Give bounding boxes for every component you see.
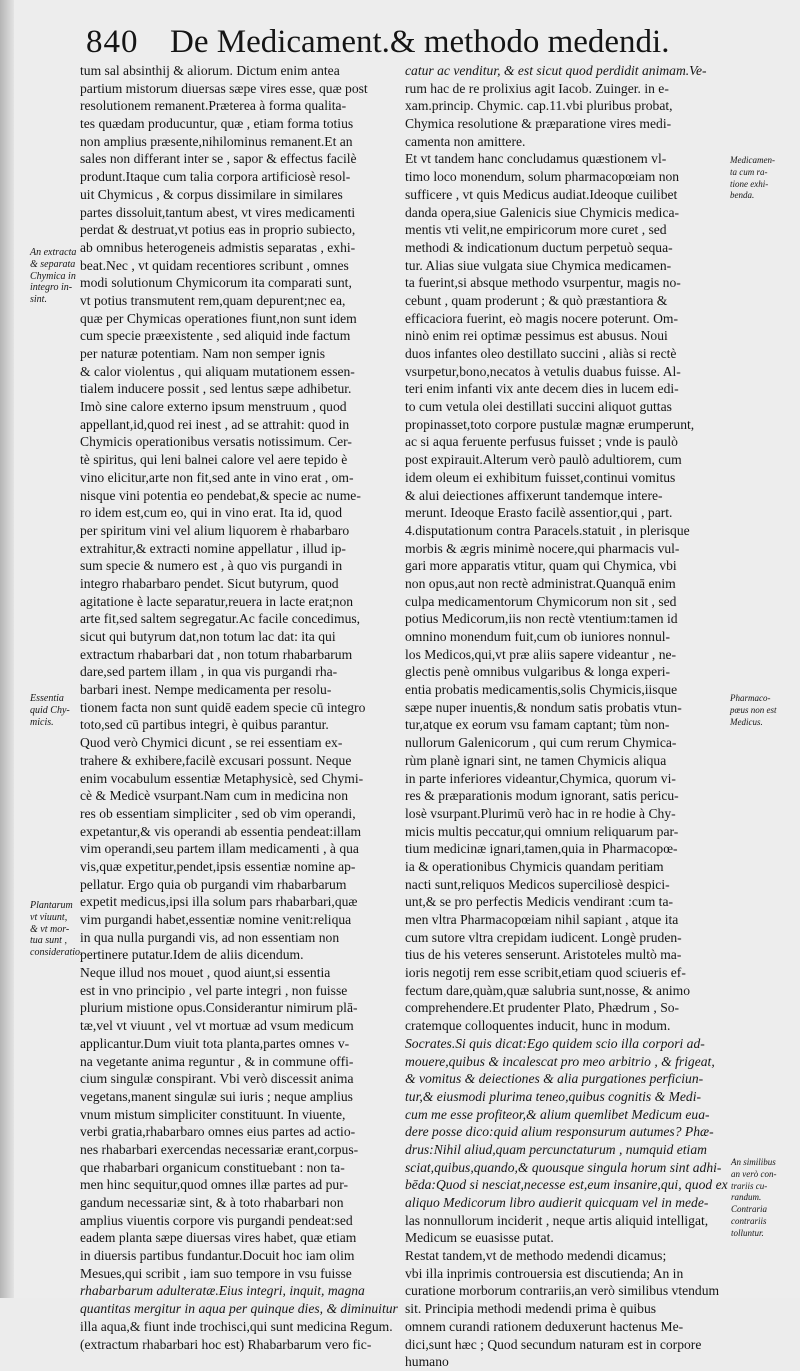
text-line: xam.princip. Chymic. cap.11.vbi pluribus probat, xyxy=(405,98,673,114)
marginal-note-line: vt viuunt, xyxy=(30,911,68,923)
text-line: plurium mistione opus.Considerantur nimirum plā- xyxy=(80,1000,358,1016)
text-line: Neque illud nos mouet , quod aiunt,si essentia xyxy=(80,965,331,981)
text-line: trahere & exhibere,facilè excusari possunt. Neque xyxy=(80,752,352,768)
text-line: illa aqua,& fiunt inde trochisci,qui sunt medicina Regum. xyxy=(80,1318,393,1334)
text-line: per spiritum vini vel alium liquorem è rhabarbaro xyxy=(80,522,350,538)
text-line: per naturæ potentiam. Nam non semper ignis xyxy=(80,346,326,361)
text-line: propinasset,toto corpore pustulæ magnæ erumperunt, xyxy=(405,416,695,432)
text-line: tius de his veteres senserunt. Aristoteles multò ma- xyxy=(405,947,682,963)
text-line: nisque vini potentia eo pendebat,& specie ac nume- xyxy=(80,487,361,503)
marginal-note-line: & separata xyxy=(30,258,76,270)
text-line: tæ,vel vt viuunt , vel vt mortuæ ad vsum medicum xyxy=(80,1018,354,1034)
text-line: partes dissoluit,tantum abest, vt vires medicamenti xyxy=(80,204,356,220)
text-line: que rhabarbari organicum constituebant : non ta- xyxy=(80,1159,345,1175)
text-line: cebunt , quam proderunt ; & quò præstantiora & xyxy=(405,292,668,308)
text-line: Restat tandem,vt de methodo medendi dicamus; xyxy=(405,1248,667,1264)
marginal-note-line: Chymica in xyxy=(30,270,76,282)
text-line: vt potius transmutent rem,quam depurent;nec ea, xyxy=(80,292,346,308)
text-line: resolutionem remanent.Præterea à forma qualita- xyxy=(80,98,347,114)
text-line: appellant,id,quod rei inest , ad se attrahit: quod in xyxy=(80,416,350,432)
text-line: vegetans,manent singulæ sui iuris ; neque amplius xyxy=(80,1088,353,1104)
text-line: tionem facta non sunt quidē eadem specie cū integro xyxy=(80,699,366,715)
text-line: eadem planta sæpe diuersas vires habet, quæ etiam xyxy=(80,1230,357,1246)
text-line: ab omnibus heterogeneis admistis separatas , exhi- xyxy=(80,239,356,255)
text-line: (extractum rhabarbari hoc est) Rhabarbarum vero fic- xyxy=(80,1336,372,1352)
left-text-column xyxy=(80,62,410,1353)
text-line: comprehendere.Et prudenter Plato, Phædrum , So- xyxy=(405,1000,680,1016)
text-line: teri enim infanti vix ante decem dies in lucem edi- xyxy=(405,381,679,397)
text-line: integro rhabarbaro pendet. Sicut butyrum, quod xyxy=(80,575,339,591)
text-line: post expirauit.Alterum verò paulò adultiorem, cum xyxy=(405,452,682,468)
text-line: tè spiritus, qui leni balnei calore vel aere tepido è xyxy=(80,452,348,468)
page-number: 840 xyxy=(86,24,139,60)
text-line: vnum mistum simpliciter constituunt. In viuente, xyxy=(80,1106,346,1122)
text-line: in diuersis partibus fundantur.Docuit hoc iam olim xyxy=(80,1248,355,1264)
text-line: Medicum se euasisse putat. xyxy=(405,1230,554,1246)
text-line: aliquo Medicorum libro audierit quicquam vel in mede- xyxy=(405,1195,709,1210)
text-line: idem oleum ei exhibitum fuisset,continui vomitus xyxy=(405,469,676,485)
text-line: est in vno principio , vel parte integri , non fuisse xyxy=(80,982,348,998)
text-line: duos infantes oleo destillato succini , aliàs si rectè xyxy=(405,346,677,361)
text-line: glectis penè omnibus vulgaribus & longa experi- xyxy=(405,664,671,680)
text-line: camenta non amittere. xyxy=(405,133,526,149)
marginal-note-extracta xyxy=(30,247,76,306)
text-line: to cum vetula olei destillati succini aliquot guttas xyxy=(405,399,672,415)
text-line: methodi & indicationum ductum perpetuò sequa- xyxy=(405,239,673,255)
text-line: & calor violentus , qui aliquam mutationem essen- xyxy=(80,363,355,379)
text-line: nacti sunt,reliquos Medicos superciliosè despici- xyxy=(405,876,670,892)
text-line: humano xyxy=(405,1354,449,1370)
text-line: cratemque colloquentes inducit, hunc in modum. xyxy=(405,1018,671,1034)
text-line: mouere,quibus & incalescat pro meo arbitrio , & frigeat, xyxy=(405,1053,715,1069)
marginal-note-line: Plantarum xyxy=(30,900,73,911)
text-line: enim vocabulum essentiæ Metaphysicè, sed Chymi- xyxy=(80,770,364,786)
text-line: losè vsurpant.Plurimū verò hac in re hodie à Chy- xyxy=(405,805,676,821)
text-line: expetit medicus,ipsi illa solum pars rhabarbari,quæ xyxy=(80,894,358,910)
text-line: Imò sine calore externo ipsum menstruum , quod xyxy=(80,399,347,415)
text-line: applicantur.Dum viuit tota planta,partes omnes v- xyxy=(80,1035,350,1051)
text-line: vis,quæ expetitur,pendet,ipsis essentiæ nomine ap- xyxy=(80,858,356,874)
text-line: dare,sed partem illam , in qua vis purgandi rha- xyxy=(80,664,338,680)
text-line: efficaciora fuerint, eò magis nocere poterunt. Om- xyxy=(405,310,679,326)
text-line: vim purgandi habet,essentiæ nomine venit:reliqua xyxy=(80,912,352,927)
text-line: res ob essentiam simpliciter , sed ob vim operandi, xyxy=(80,805,356,821)
text-line: tialem inducere possit , sed lentus sæpe adhibetur. xyxy=(80,381,352,397)
text-line: sæpe nuper inuentis,& nondum satis probatis vtun- xyxy=(405,699,682,715)
text-line: omnem curandi rationem deduxerunt hactenus Me- xyxy=(405,1318,684,1334)
running-title: De Medicament.& methodo medendi. xyxy=(170,24,670,60)
right-text-column xyxy=(405,62,730,1371)
marginal-note-line: Pharmaco- xyxy=(730,693,771,703)
marginal-note-line: ta cum ra- xyxy=(730,166,768,177)
text-line: Mesues,qui scribit , iam suo tempore in vsu fuisse xyxy=(80,1265,352,1281)
text-line: tur,atque ex eorum vsu famam captant; tùm non- xyxy=(405,717,670,733)
text-line: extractum rhabarbari dat , non totum rhabarbarum xyxy=(80,646,353,662)
text-line: in qua nulla purgandi vis, ad non essentiam non xyxy=(80,929,340,945)
text-line: Socrates.Si quis dicat:Ego quidem scio illa corpori ad- xyxy=(405,1035,705,1051)
marginal-note-medicamenta xyxy=(730,155,775,202)
text-line: ninò enim rei optimæ pessimus est abusus. Noui xyxy=(405,328,668,344)
text-line: amplius viuentis corpore vis purgandi pendeat:sed xyxy=(80,1212,353,1228)
text-line: quantitas mergitur in aqua per quinque dies, & diminuitur xyxy=(80,1301,398,1317)
text-line: sufficere , vt quis Medicus audiat.Ideoque cuilibet xyxy=(405,186,678,202)
text-line: Quod verò Chymici dicunt , se rei essentiam ex- xyxy=(80,735,343,751)
marginal-note-line: Essentia xyxy=(30,693,64,704)
text-line: mentis vti velit,ne empiricorum more curet , sed xyxy=(405,222,667,238)
text-line: in parte inferiores videantur,Chymica, quorum vi- xyxy=(405,770,676,786)
text-line: sum specie & numero est , à quo vis purgandi in xyxy=(80,558,343,574)
text-line: danda opera,siue Galenicis siue Chymicis medica- xyxy=(405,204,680,220)
text-line: ta fuerint,si absque methodo vsurpentur, magis no- xyxy=(405,275,681,291)
text-line: Et vt tandem hanc concludamus quæstionem vl- xyxy=(405,151,667,167)
text-line: tium medicinæ ignari,tamen,quia in Pharmacopœ- xyxy=(405,841,678,857)
text-line: gari more apparatis vtitur, quam qui Chymica, vbi xyxy=(405,558,677,574)
text-line: sicut qui butyrum dat,non totum lac dat: ita qui xyxy=(80,629,336,644)
marginal-note-plantarum xyxy=(30,900,83,959)
marginal-note-line: Medicus. xyxy=(730,716,763,727)
text-line: omnino monendum fuit,cum ob iuniores nonnul- xyxy=(405,629,671,644)
text-line: morbis & ægris minimè nocere,qui pharmacis vul- xyxy=(405,540,680,556)
text-line: perdat & destruat,vt potius eas in proprio subiecto, xyxy=(80,222,356,238)
text-line: expetantur,& vis operandi ab essentia pendeat:illam xyxy=(80,823,362,839)
text-line: sciat,quibus,quando,& quousque singula horum sint adhi- xyxy=(405,1159,722,1175)
marginal-note-line: micis. xyxy=(30,716,54,728)
marginal-note-essentia xyxy=(30,693,70,728)
marginal-note-line: integro in- xyxy=(30,282,73,294)
marginal-note-line: An similibus xyxy=(731,1157,776,1167)
text-line: tur. Alias siue vulgata siue Chymica medicamen- xyxy=(405,257,672,273)
marginal-note-line: trariis cu- xyxy=(731,1180,768,1191)
text-line: micis multis peccatur,qui omnium reliquarum par- xyxy=(405,823,679,839)
text-line: catur ac venditur, & est sicut quod perdidit animam.Ve- xyxy=(405,63,707,78)
text-line: bēda:Quod si nesciat,necesse est,eum insanire,qui, quod ex xyxy=(405,1177,728,1193)
text-line: sales non differant inter se , sapor & effectus facilè xyxy=(80,151,357,167)
marginal-note-line: an verò con- xyxy=(731,1168,777,1179)
text-line: tur,& eiusmodi plurima teneo,quibus cognitis & Medi- xyxy=(405,1088,702,1104)
text-line: & alui deiectiones affixerunt tandemque intere- xyxy=(405,487,663,503)
marginal-note-line: An extracta xyxy=(30,247,77,258)
text-line: unt,& se pro perfectis Medicis vendirant :cum ta- xyxy=(405,894,674,910)
marginal-note-line: sint. xyxy=(30,294,47,306)
marginal-note-similibus xyxy=(731,1157,776,1240)
marginal-note-line: pœus non est xyxy=(730,704,777,715)
text-line: cum me esse profiteor,& alium quemlibet Medicum eua- xyxy=(405,1106,710,1122)
text-line: ioris negotij rem esse scribit,etiam quod sciueris ef- xyxy=(405,965,686,981)
text-line: res & præparationis modum ignorant, satis pericu- xyxy=(405,788,679,804)
text-line: fectum dare,quàm,quæ salubria sunt,nosse, & animo xyxy=(405,982,691,998)
marginal-note-line: consideratio. xyxy=(30,947,83,959)
text-line: vbi illa inprimis controuersia est discutienda; An in xyxy=(405,1265,684,1281)
text-line: sit. Principia methodi medendi prima è quibus xyxy=(405,1301,657,1317)
text-line: potius Medicorum,iis non rectè vtentium:tamen id xyxy=(405,611,678,627)
marginal-note-line: quid Chy- xyxy=(30,704,70,716)
text-line: toto,sed cū partibus integri, è quibus parantur. xyxy=(80,717,329,733)
text-line: cum specie præexistente , sed aliquid inde factum xyxy=(80,328,351,344)
text-line: nes rhabarbari exercendas necessariæ erant,corpus- xyxy=(80,1141,359,1157)
text-line: pellatur. Ergo quia ob purgandi vim rhabarbarum xyxy=(80,876,347,892)
text-line: entia probatis medicamentis,solis Chymicis,iisque xyxy=(405,682,678,698)
text-line: rùm planè ignari sint, ne tamen Chymicis aliqua xyxy=(405,752,667,768)
text-line: dere posse dico:quid alium responsurum autumes? Phæ- xyxy=(405,1124,714,1140)
text-line: los Medicos,qui,vt præ aliis sapere videantur , ne- xyxy=(405,646,677,662)
text-line: men vltra Pharmacopœiam nihil sapiant , atque ita xyxy=(405,912,679,927)
text-line: partium mistorum diuersas sæpe vires esse, quæ post xyxy=(80,80,368,96)
text-line: gandum necessariæ sint, & à toto rhabarbari non xyxy=(80,1195,344,1210)
text-line: cium singulæ conspirant. Vbi verò discessit anima xyxy=(80,1071,354,1087)
text-line: ia & operationibus Chymicis quandam peritiam xyxy=(405,858,664,874)
marginal-note-pharmacopaeus xyxy=(730,693,777,728)
text-line: 4.disputationum contra Paracels.statuit , in plerisque xyxy=(405,522,690,538)
text-line: las nonnullorum inciderit , neque artis aliquid intelligat, xyxy=(405,1212,709,1228)
text-line: vsurpetur,bono,necatos à vetulis duabus fuisse. Al- xyxy=(405,363,681,379)
text-line: Chymica resolutione & præparatione vires medi- xyxy=(405,116,672,132)
text-line: uit Chymicus , & corpus dissimilare in similares xyxy=(80,186,343,202)
running-header xyxy=(86,22,696,66)
text-line: produnt.Itaque cum talia corpora artificiosè resol- xyxy=(80,169,351,185)
text-line: rum hac de re prolixius agit Iacob. Zuinger. in e- xyxy=(405,80,669,96)
text-line: cum sutore vltra crepidam iudicent. Longè pruden- xyxy=(405,929,682,945)
text-line: ac si aqua feruente perfusus fuisset ; vnde is paulò xyxy=(405,434,678,450)
marginal-note-line: tua sunt , xyxy=(30,935,67,947)
text-line: vim operandi,seu partem illam medicamenti , à qua xyxy=(80,841,359,857)
text-line: dici,sunt hæc ; Quod secundum naturam est in corpore xyxy=(405,1336,702,1352)
marginal-note-line: contrariis xyxy=(731,1215,767,1226)
text-line: culpa medicamentorum Chymicorum non sit , sed xyxy=(405,593,677,609)
text-line: & vomitus & deiectiones & alia purgationes perficiun- xyxy=(405,1071,704,1087)
text-line: pertinere putatur.Idem de aliis dicendum. xyxy=(80,947,304,963)
text-line: extrahitur,& extracti nomine appellatur , illud ip- xyxy=(80,540,346,556)
text-line: barbari inest. Nempe medicamenta per resolu- xyxy=(80,682,332,698)
text-line: non amplius præsente,nihilominus remanent.Et an xyxy=(80,133,353,149)
text-line: men hinc sequitur,quod omnes illæ partes ad pur- xyxy=(80,1177,348,1193)
text-line: ro idem est,cum eo, qui in vino erat. Ita id, quod xyxy=(80,505,342,521)
marginal-note-line: tolluntur. xyxy=(731,1227,764,1238)
text-line: verbi gratia,rhabarbaro omnes eius partes ad actio- xyxy=(80,1124,356,1140)
text-line: agitatione è lacte separatur,reuera in lacte erat;non xyxy=(80,593,354,609)
text-line: rhabarbarum adulteratæ.Eius integri, inquit, magna xyxy=(80,1283,365,1299)
text-line: nullorum Galenicorum , qui cum rerum Chymica- xyxy=(405,735,677,751)
marginal-note-line: benda. xyxy=(730,190,755,201)
text-line: tes quædam producuntur, quæ , etiam forma totius xyxy=(80,116,354,132)
marginal-note-line: Contraria xyxy=(731,1204,768,1215)
text-line: beat.Nec , vt quidam recentiores scribunt , omnes xyxy=(80,257,349,273)
text-line: timo loco monendum, solum pharmacopœiam non xyxy=(405,169,680,185)
binding-gutter-shadow xyxy=(0,0,14,1298)
text-line: merunt. Ideoque Erasto facilè assentior,qui , part. xyxy=(405,505,673,521)
text-line: Chymicis operationibus versatis notissimum. Cer- xyxy=(80,434,352,450)
text-line: modi solutionum Chymicorum ita comparati sunt, xyxy=(80,275,352,291)
marginal-note-line: randum. xyxy=(731,1192,762,1203)
text-line: arte fit,sed saltem segregatur.Ac facile concedimus, xyxy=(80,611,361,627)
text-line: non opus,aut non rectè administrat.Quanquā enim xyxy=(405,575,676,591)
text-line: tum sal absinthij & aliorum. Dictum enim antea xyxy=(80,63,340,78)
text-line: curatione morborum contrariis,an verò similibus vtendum xyxy=(405,1283,720,1299)
text-line: vino elicitur,arte non fit,sed ante in vino erat , om- xyxy=(80,469,354,485)
text-line: cè & Medicè vsurpant.Nam cum in medicina non xyxy=(80,788,349,804)
text-line: na vegetante anima reguntur , & in commune offi- xyxy=(80,1053,354,1069)
marginal-note-line: Medicamen- xyxy=(730,155,775,165)
marginal-note-line: tione exhi- xyxy=(730,178,769,189)
marginal-note-line: & vt mor- xyxy=(30,923,70,935)
text-line: quæ per Chymicas operationes fiunt,non sunt idem xyxy=(80,310,357,326)
text-line: drus:Nihil aliud,quam percunctaturum , numquid etiam xyxy=(405,1141,707,1157)
